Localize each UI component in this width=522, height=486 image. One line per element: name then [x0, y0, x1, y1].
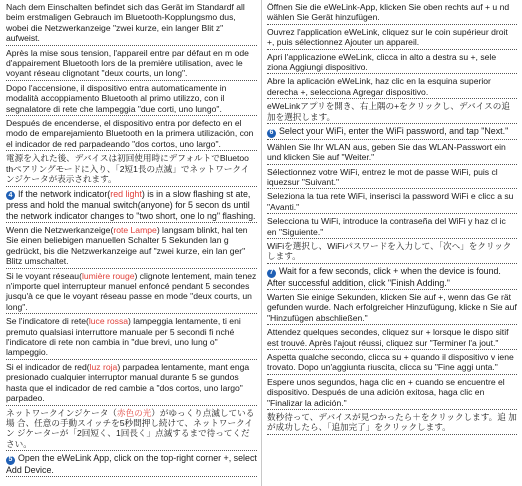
step-6-text: Select your WiFi, enter the WiFi password, and tap "Next." [279, 126, 509, 137]
paragraph-de-finish: Warten Sie einige Sekunden, klicken Sie auf +, wenn das Ge rät gefunden wurde. Nach erfolgreicher Hinzufügung, klicke n Sie auf "Hinzufügen abschließen." [267, 292, 517, 325]
red-term-de: rote Lampe [113, 225, 157, 236]
text-de-after: ) langsam blinkt, hal ten Sie einen beliebigen manuellen Schalter 5 Sekunden lan g gedrückt, bis die Netzwerkanzeige auf "zwei kurze, ein lan ger" Blitz umschaltet. [6, 225, 248, 267]
text-de-before: Wenn die Netzwerkanzeige( [6, 225, 114, 236]
step-4-instruction [6, 189, 257, 224]
red-term-it: luce rossa [88, 316, 129, 327]
paragraph-ja-reset [6, 408, 257, 452]
step-5-text: Open the eWeLink App, click on the top-right corner +, select Add Device. [6, 453, 257, 475]
paragraph-fr-pairing: Après la mise sous tension, l'appareil entre par défaut en m ode d'appairement Bluetooth lors de la première utilisation, avec le voyant réseau clignotant "deux courts, un long". [6, 48, 257, 81]
paragraph-it-reset [6, 316, 257, 360]
paragraph-ja-wifi: WiFiを選択し、WiFiパスワードを入力して、「次へ」をクリック します。 [267, 241, 517, 264]
paragraph-fr-finish: Attendez quelques secondes, cliquez sur + lorsque le dispo sitif est trouvé. Après l'ajout réussi, cliquez sur "Terminer l'a jout." [267, 327, 517, 350]
step-7-text: Wait for a few seconds, click + when the device is found. After successful addition, click "Finish Adding." [267, 265, 501, 288]
paragraph-ja-open-app: eWeLinkアプリを開き、右上隅の+をクリックし、デバイスの追 加を選択します。 [267, 101, 517, 124]
text-fr-after: ) clignote lentement, main tenez n'importe quel interrupteur manuel enfoncé pendant 5 secondes jusqu'à ce que le voyant réseau passe en mode "deux courts, un long". [6, 270, 257, 312]
paragraph-es-open-app: Abre la aplicación eWeLink, haz clic en la esquina superior derecha +, selecciona Agregar dispositivo. [267, 76, 517, 99]
step-4-text-before: If the network indicator( [18, 188, 111, 199]
red-term-es: luz roja [89, 361, 118, 372]
paragraph-fr-open-app: Ouvrez l'application eWeLink, cliquez sur le coin supérieur droit +, puis sélectionnez Ajouter un appareil. [267, 27, 517, 50]
paragraph-es-finish: Espere unos segundos, haga clic en + cuando se encuentre el dispositivo. Después de una adición exitosa, haga clic en "Finalizar la adición." [267, 377, 517, 410]
step-6-badge: 6 [267, 129, 276, 138]
paragraph-de-open-app: Öffnen Sie die eWeLink-App, klicken Sie oben rechts auf + u nd wählen Sie Gerät hinzufügen. [267, 2, 517, 25]
paragraph-fr-wifi: Sélectionnez votre WiFi, entrez le mot de passe WiFi, puis cl iquezsur "Suivant." [267, 167, 517, 190]
paragraph-es-pairing: Después de encenderse, el dispositivo entra por defecto en el modo de emparejamiento Bluetooth en la primera utilización, con el indicador de red parpadeando "dos cortos, uno largo". [6, 118, 257, 151]
paragraph-it-finish: Aspetta qualche secondo, clicca su + quando il dispositivo v iene trovato. Dopo un'aggiunta riuscita, clicca su "Fine aggi unta." [267, 352, 517, 375]
paragraph-it-open-app: Apri l'applicazione eWeLink, clicca in alto a destra su +, sele ziona Aggiungi dispositivo. [267, 52, 517, 75]
paragraph-es-wifi: Selecciona tu WiFi, introduce la contraseña del WiFi y haz cl ic en "Siguiente." [267, 216, 517, 239]
text-it-after: ) lampeggia lentamente, ti eni premuto qualsiasi interruttore manuale per 5 secondi fi nché l'indicatore di rete non cambia in "due brevi, uno lung o" lampeggio. [6, 316, 241, 358]
text-it-before: Se l'indicatore di rete( [6, 316, 89, 327]
paragraph-it-wifi: Seleziona la tua rete WiFi, inserisci la password WiFi e clicc a su "Avanti." [267, 191, 517, 214]
text-fr-before: Si le voyant réseau( [6, 270, 82, 281]
paragraph-de-reset [6, 225, 257, 269]
step-7-badge: 7 [267, 269, 276, 278]
paragraph-de-pairing: Nach dem Einschalten befindet sich das Gerät im Standardf all beim erstmaligen Gebrauch im Bluetooth-Kopplungsmo dus, wobei die Netzwerkanzeige "zwei kurze, ein langer Blit z" aufweist. [6, 2, 257, 46]
paragraph-de-wifi: Wählen Sie Ihr WLAN aus, geben Sie das WLAN-Passwort ein und klicken Sie auf "Weiter." [267, 142, 517, 165]
column-divider [261, 0, 262, 486]
step-6-instruction [267, 126, 517, 140]
text-ja-after: ）がゆっくり点滅している場 合、任意の手動スイッチを5秒間押し続けて、ネットワークイン ジケーターが「2回短く、1回長く」点滅するまで待ってください。 [6, 407, 255, 449]
text-ja-before: ネットワークインジケータ（ [6, 407, 117, 418]
red-term-ja: 赤色の光 [116, 407, 152, 418]
right-column [267, 2, 517, 437]
step-4-badge: 4 [6, 191, 15, 200]
text-es-before: Si el indicador de red( [6, 361, 90, 372]
red-term-fr: lumière rouge [81, 270, 135, 281]
paragraph-it-pairing: Dopo l'accensione, il dispositivo entra automaticamente in modalità accoppiamento Bluetooth al primo utilizzo, con il segnalatore di rete che lampeggia "due corti, uno lungo". [6, 83, 257, 116]
paragraph-ja-finish: 数秒待って、デバイスが見つかったら＋をクリックします。追 加が成功したら、「追加完了」をクリックします。 [267, 412, 517, 435]
text-es-after: ) parpadea lentamente, mant enga presionado cualquier interruptor manual durante 5 se gundos hasta que el indicador de red cambie a "dos cortos, uno largo" parpadeo. [6, 361, 250, 404]
paragraph-es-reset [6, 362, 257, 406]
step-4-red-light: red light [110, 188, 142, 199]
step-7-instruction [267, 266, 517, 290]
step-4-text-after: ) is in a slow flashing st ate, press and hold the manual switch(anyone) for 5 secon ds until the network indicator changes to "two short, one lo ng" flashing. [6, 188, 256, 221]
step-5-badge: 5 [6, 456, 15, 465]
left-column [6, 2, 257, 479]
paragraph-ja-pairing: 電源を入れた後、デバイスは初回使用時にデフォルトでBluetoo thペアリングモードに入り、「2短1長の点滅」でネットワークイ ンジケータが表示されます。 [6, 153, 257, 186]
step-5-instruction [6, 453, 257, 477]
paragraph-fr-reset [6, 271, 257, 315]
